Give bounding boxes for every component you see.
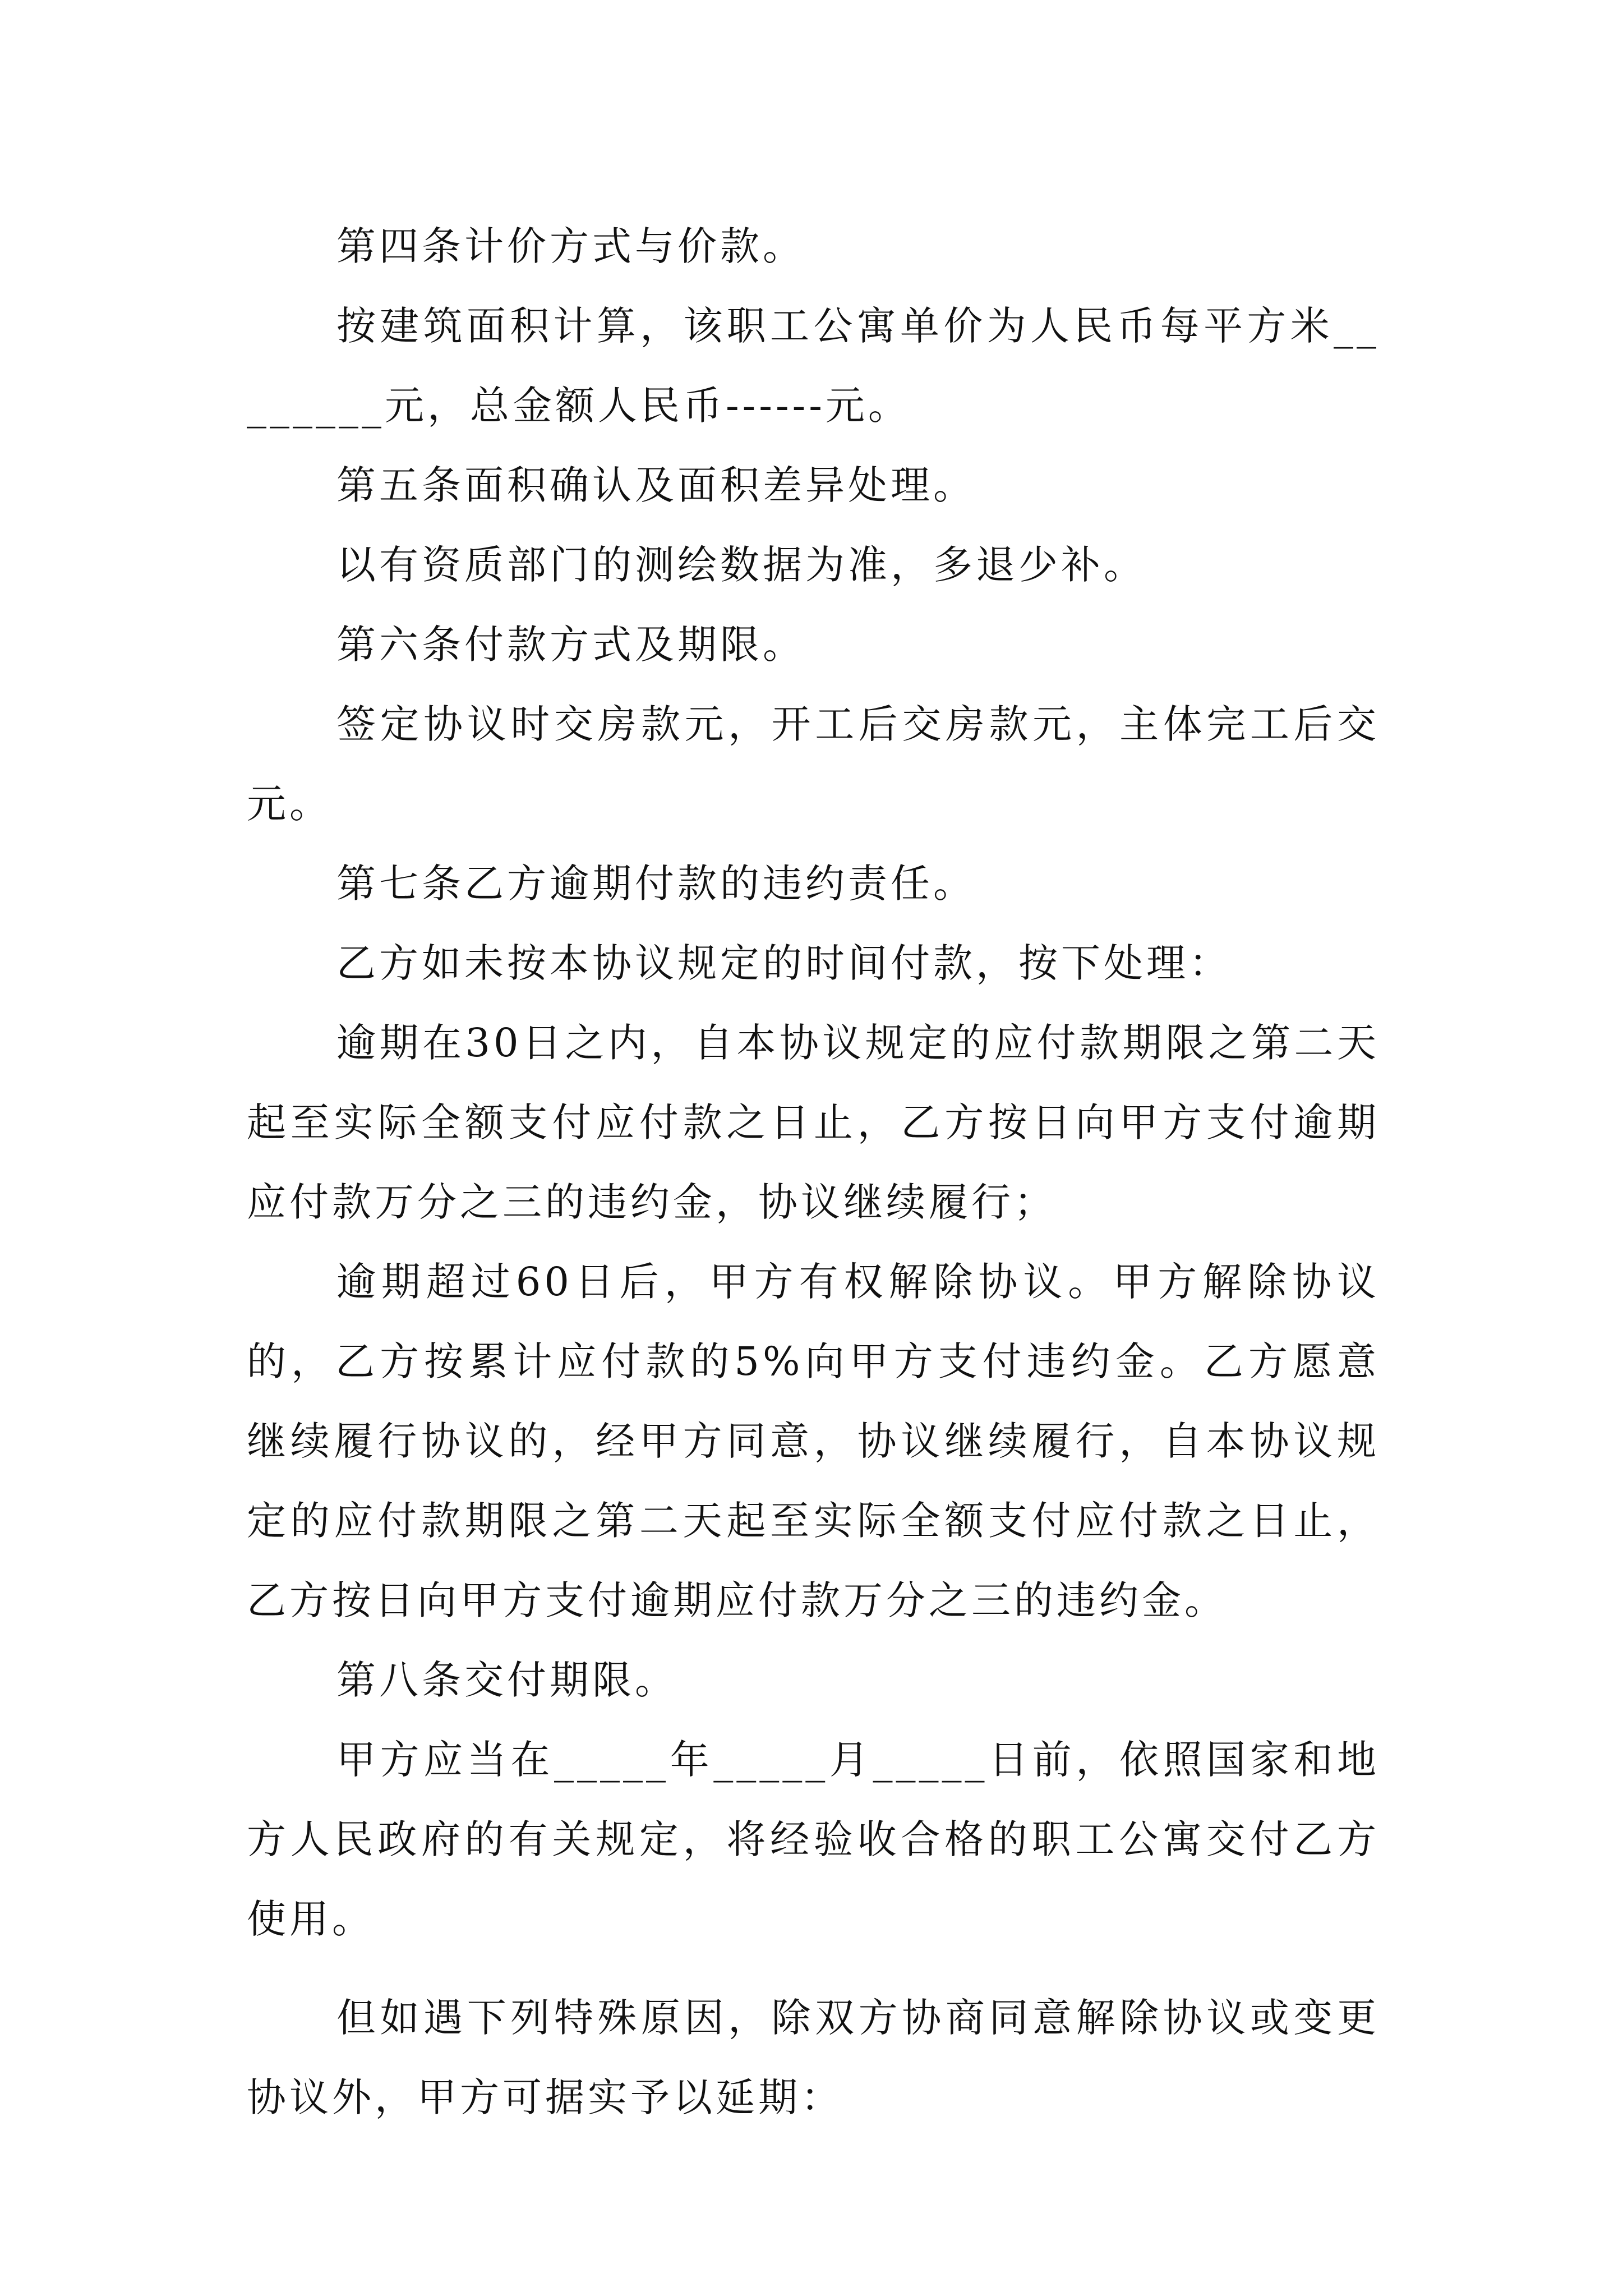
clause-4-heading: 第四条计价方式与价款。 bbox=[336, 223, 805, 269]
clause-8-exception-text: 但如遇下列特殊原因，除双方协商同意解除协议或变更协议外，甲方可据实予以延期： bbox=[247, 1995, 1380, 2120]
clause-7-heading: 第七条乙方逾期付款的违约责任。 bbox=[336, 861, 976, 907]
clause-7-intro: 乙方如未按本协议规定的时间付款，按下处理： bbox=[336, 940, 1232, 986]
clause-6-payment-text: 签定协议时交房款元，开工后交房款元，主体完工后交元。 bbox=[247, 701, 1380, 827]
clause-5-text: 以有资质部门的测绘数据为准，多退少补。 bbox=[336, 542, 1146, 588]
clause-6-heading: 第六条付款方式及期限。 bbox=[336, 622, 805, 668]
clause-8-heading: 第八条交付期限。 bbox=[336, 1657, 677, 1703]
clause-5-heading: 第五条面积确认及面积差异处理。 bbox=[336, 462, 976, 508]
clause-7-item-60-days: 逾期超过60日后，甲方有权解除协议。甲方解除协议的，乙方按累计应付款的5%向甲方支付违约金。乙方愿意继续履行协议的，经甲方同意，协议继续履行，自本协议规定的应付款期限之第二天起至实际全额支付应付款之日止，乙方按日向甲方支付逾期应付款万分之三的违约金。 bbox=[247, 1259, 1380, 1623]
clause-7-item-30-days: 逾期在30日之内，自本协议规定的应付款期限之第二天起至实际全额支付应付款之日止，乙方按日向甲方支付逾期应付款万分之三的违约金，协议继续履行； bbox=[247, 1020, 1380, 1225]
document-body bbox=[247, 206, 1380, 2137]
clause-4-price-text: 按建筑面积计算，该职工公寓单价为人民币每平方米________元，总金额人民币------元。 bbox=[247, 303, 1380, 429]
clause-8-delivery-text: 甲方应当在_____年_____月_____日前，依照国家和地方人民政府的有关规定，将经验收合格的职工公寓交付乙方使用。 bbox=[247, 1737, 1380, 1942]
